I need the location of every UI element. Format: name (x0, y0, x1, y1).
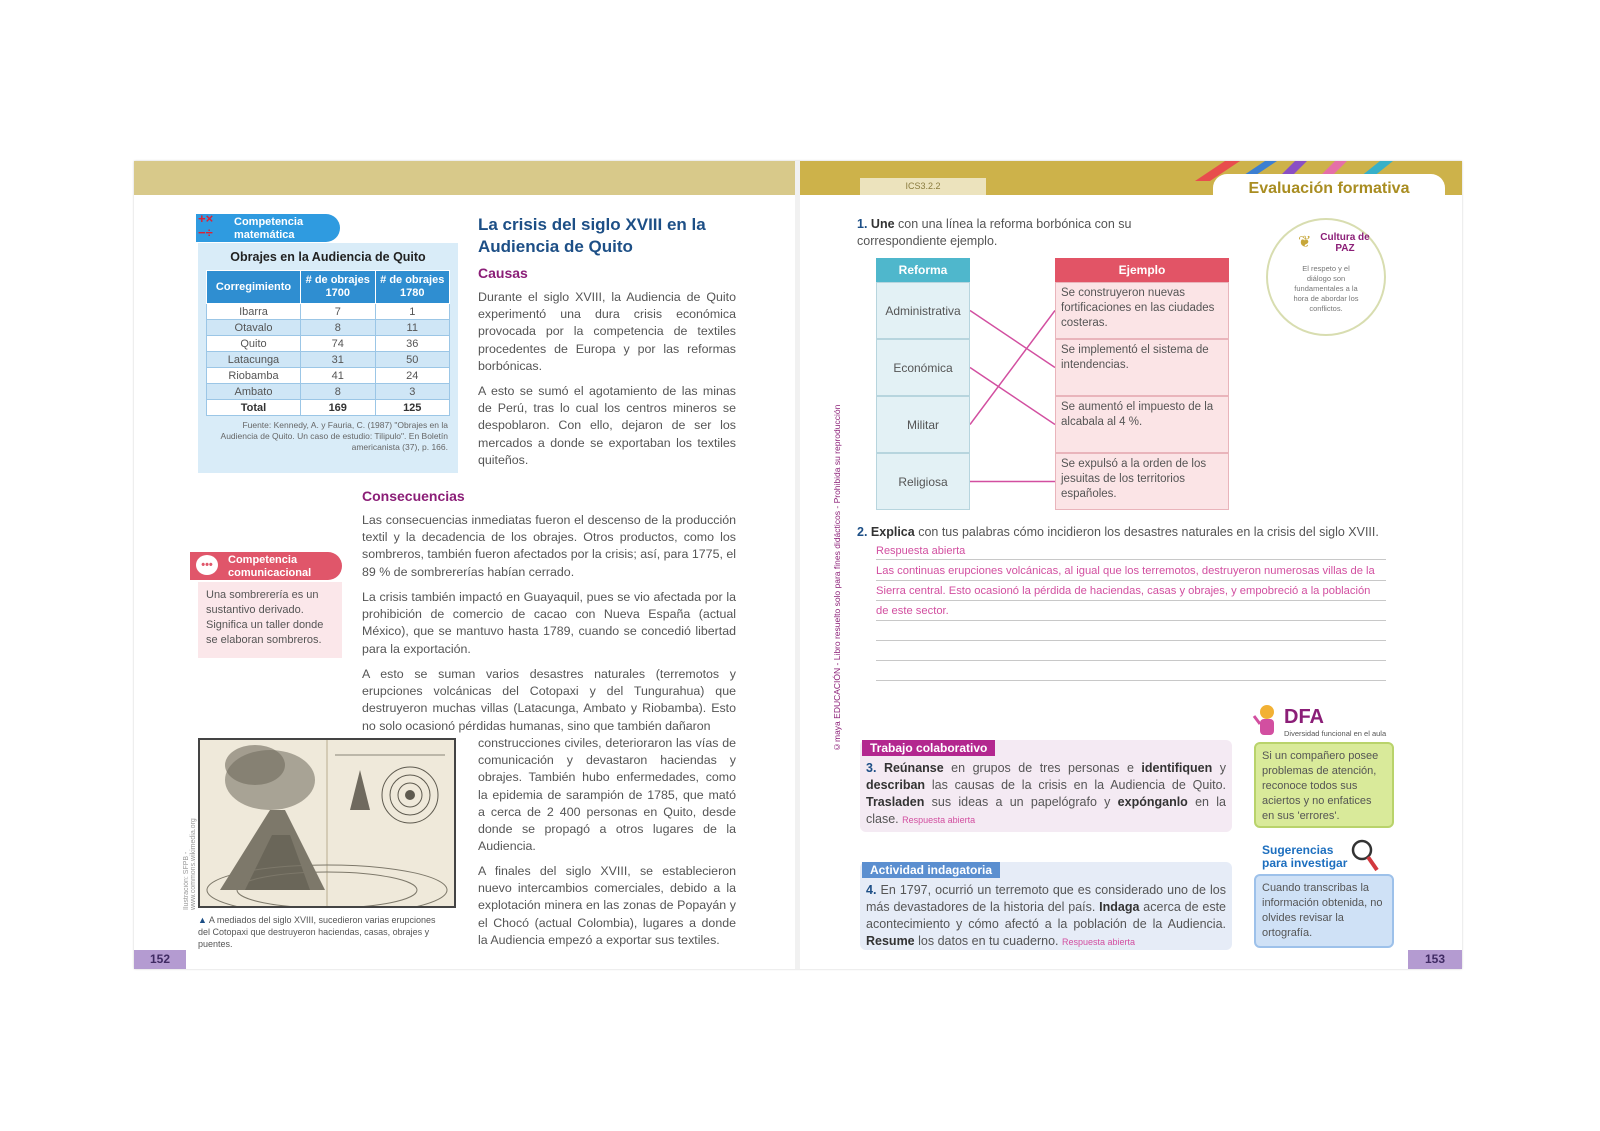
answer-line (876, 640, 1386, 641)
question-text: con tus palabras cómo incidieron los desastres naturales en la crisis del siglo XVIII. (918, 525, 1379, 539)
answer-line (876, 559, 1386, 560)
math-badge-label: Competencia matemática (234, 216, 304, 241)
suggestions-title: Sugerencias para investigar (1262, 843, 1348, 870)
table-cell: Total (207, 400, 301, 416)
table-cell: 3 (375, 384, 450, 400)
cultura-paz-text: El respeto y el diálogo son fundamentales a la hora de abordar los conflictos. (1293, 264, 1359, 313)
reform-cell[interactable]: Religiosa (876, 453, 970, 510)
volcano-illustration (200, 740, 454, 906)
table-cell: 1 (375, 304, 450, 320)
image-credit: Ilustración: SFPB - www.commons.wikimedia.org (183, 818, 197, 910)
example-cell[interactable]: Se expulsó a la orden de los jesuitas de los territorios españoles. (1055, 453, 1229, 510)
consecuencias-paragraph-3a: A esto se suman varios desastres naturales (terremotos y erupciones volcánicas del Cotopaxi y del Tungurahua) que destruyeron muchas villas (Latacunga, Ambato y Riobamba). Esto no solo ocasionó pérdidas humanas, sino que también dañaron (362, 667, 736, 733)
causas-paragraph-2: A esto se sumó el agotamiento de las minas de Perú, tras lo cual los centros mineros se despoblaron. Con ello, dejaron de ser los mercados a donde se exportaban los textiles quiteños. (478, 384, 736, 467)
q3-text: sus ideas a un papelógrafo y (924, 795, 1118, 809)
q3-verb: Reúnanse (883, 761, 944, 775)
question-4 (866, 882, 1226, 951)
answer-line (876, 600, 1386, 601)
q4-text: los datos en tu cuaderno. (914, 934, 1059, 948)
math-operators-icon: +× −÷ (198, 211, 214, 240)
example-cell[interactable]: Se aumentó el impuesto de la alcabala al 4 %. (1055, 396, 1229, 453)
table-cell: Ambato (207, 384, 301, 400)
table-cell: 169 (301, 400, 376, 416)
q4-verb: Indaga (1099, 900, 1140, 914)
page-number-right: 153 (1408, 950, 1462, 969)
cultura-paz-card (1266, 218, 1386, 336)
caret-icon: ▲ (198, 915, 209, 925)
communication-note: Una sombrerería es un sustantivo derivado. Significa un taller donde se elaboran sombreros. (198, 582, 342, 658)
math-competence-badge (196, 211, 340, 242)
q2-answer-tag: Respuesta abierta (876, 545, 966, 557)
research-activity-label: Actividad indagatoria (862, 862, 1000, 878)
magnifier-icon (1350, 838, 1380, 874)
q2-answer-line[interactable]: de este sector. (876, 605, 949, 617)
table-cell: 50 (375, 352, 450, 368)
q3-verb: describan (866, 778, 926, 792)
consecuencias-paragraph-2: La crisis también impactó en Guayaquil, pues se vio afectada por la prohibición de comercio de cacao con Nueva España (actual México), que se mantuvo hasta 1789, cuando se concedió libertad para la exportación. (362, 590, 736, 656)
consecuencias-paragraph-3b: construcciones civiles, deterioraron las vías de comunicación y devastaron haciendas y obrajes. También hubo enfermedades, como la epidemia de sarampión de 1785, que mató a cerca de 2 400 personas en Quito, desde donde se propagó a otros lugares de la Audiencia. (478, 736, 736, 854)
q3-text: en la clase. (866, 795, 1226, 826)
communication-competence-badge (190, 552, 342, 580)
causas-heading: Causas (478, 265, 528, 281)
table-row (207, 320, 450, 336)
dfa-note: Si un compañero posee problemas de atención, reconoce todos sus aciertos y no enfatices en sus 'errores'. (1254, 742, 1394, 828)
cotopaxi-engraving (198, 738, 456, 908)
suggestions-note: Cuando transcribas la información obtenida, no olvides revisar la ortografía. (1254, 874, 1394, 948)
answer-line (876, 580, 1386, 581)
q4-verb: Resume (866, 934, 915, 948)
q3-verb: expónganlo (1117, 795, 1188, 809)
cultura-paz-title: Cultura de PAZ (1320, 232, 1370, 254)
table-cell: Ibarra (207, 304, 301, 320)
table-row (207, 304, 450, 320)
table-cell: 11 (375, 320, 450, 336)
table-cell: 125 (375, 400, 450, 416)
curriculum-code: ICS3.2.2 (860, 178, 986, 195)
vertical-copyright: ©maya EDUCACIÓN - Libro resuelto solo para fines didácticos - Prohibida su reproducción (832, 404, 842, 752)
question-number: 2. (857, 525, 868, 539)
q4-text: acerca de este acontecimiento y cómo afectó a la población de la Audiencia. (866, 900, 1227, 931)
q2-answer-line[interactable]: Sierra central. Esto ocasionó la pérdida de haciendas, casas y obrajes, y empobreció a la población (876, 585, 1371, 597)
obrajes-table (206, 270, 450, 416)
table-cell: 31 (301, 352, 376, 368)
table-cell: Quito (207, 336, 301, 352)
table-cell: Latacunga (207, 352, 301, 368)
image-caption-text: A mediados del siglo XVIII, sucedieron varias erupciones del Cotopaxi que destruyeron haciendas, casas, obrajes y puentes. (198, 915, 436, 949)
reform-cell[interactable]: Administrativa (876, 282, 970, 339)
q3-answer-tag: Respuesta abierta (902, 815, 976, 825)
question-number: 3. (866, 761, 877, 775)
q3-text: y (1212, 761, 1226, 775)
question-text: con una línea la reforma borbónica con su correspondiente ejemplo. (857, 217, 1132, 248)
dfa-title: DFA (1284, 706, 1324, 728)
collaborative-work-label: Trabajo colaborativo (862, 740, 995, 756)
q3-text: en grupos de tres personas e (943, 761, 1142, 775)
table-header: Corregimiento (207, 271, 301, 304)
match-line (970, 368, 1055, 425)
table-cell: 74 (301, 336, 376, 352)
reform-header: Reforma (876, 258, 970, 282)
table-cell: 8 (301, 384, 376, 400)
table-cell: 41 (301, 368, 376, 384)
question-1 (857, 216, 1177, 250)
consecuencias-paragraph-1: Las consecuencias inmediatas fueron el descenso de la producción textil y la decadencia de los obrajes. Otros productos, como los sombreros, también fueron afectados por la crisis; así, para 1775, el 89 % de sombrererías habían cerrado. (362, 513, 736, 579)
comm-badge-label: Competencia comunicacional (228, 554, 312, 579)
table-cell: 8 (301, 320, 376, 336)
table-source: Fuente: Kennedy, A. y Fauria, C. (1987) "Obrajes en la Audiencia de Quito. Un caso de estudio: Tilipulo". En Boletín americanista (37), p. 166. (220, 420, 448, 452)
q2-answer-line[interactable]: Las continuas erupciones volcánicas, al igual que los terremotos, destruyeron numerosas villas de la (876, 565, 1375, 577)
gutter (795, 161, 800, 969)
formative-evaluation-tab: Evaluación formativa (1213, 174, 1445, 202)
table-cell: 36 (375, 336, 450, 352)
table-row (207, 352, 450, 368)
q4-text: En 1797, ocurrió un terremoto que es considerado uno de los más devastadores de la historia del país. (866, 883, 1226, 914)
question-verb: Une (870, 217, 895, 231)
q3-verb: identifiquen (1141, 761, 1213, 775)
table-row (207, 368, 450, 384)
image-caption (198, 914, 438, 950)
page-number-left: 152 (134, 950, 186, 969)
example-header: Ejemplo (1055, 258, 1229, 282)
table-total-row (207, 400, 450, 416)
answer-line (876, 680, 1386, 681)
table-cell: Riobamba (207, 368, 301, 384)
table-cell: Otavalo (207, 320, 301, 336)
answer-line (876, 620, 1386, 621)
reform-cell[interactable]: Militar (876, 396, 970, 453)
q4-answer-tag: Respuesta abierta (1061, 937, 1136, 947)
q3-verb: Trasladen (866, 795, 925, 809)
page-title: La crisis del siglo XVIII en la Audiencia de Quito (478, 215, 706, 256)
q3-text: las causas de la crisis en la Audiencia de Quito. (925, 778, 1226, 792)
question-number: 1. (857, 217, 868, 231)
table-row (207, 384, 450, 400)
question-2 (857, 524, 1397, 541)
consecuencias-heading: Consecuencias (362, 488, 465, 504)
matching-lines (970, 282, 1055, 510)
example-cell[interactable]: Se implementó el sistema de intendencias. (1055, 339, 1229, 396)
question-number: 4. (866, 883, 877, 897)
consecuencias-paragraph-4: A finales del siglo XVIII, se establecieron nuevo intercambios comerciales, debido a la explotación minera en las zonas de Popayán y el Chocó (actual Colombia), lugares a donde la Audiencia empezó a exportar sus textiles. (478, 864, 736, 947)
table-title: Obrajes en la Audiencia de Quito (230, 250, 426, 264)
question-verb: Explica (870, 525, 915, 539)
table-cell: 24 (375, 368, 450, 384)
table-header: # de obrajes 1780 (375, 271, 450, 304)
causas-paragraph-1: Durante el siglo XVIII, la Audiencia de Quito experimentó una dura crisis económica provocada por la competencia de textiles procedentes de Europa y por las reformas borbónicas. (478, 290, 736, 373)
table-cell: 7 (301, 304, 376, 320)
table-row (207, 336, 450, 352)
dfa-subtitle: Diversidad funcional en el aula (1284, 729, 1387, 738)
speech-bubble-icon: ••• (196, 555, 218, 575)
question-3 (866, 760, 1226, 829)
match-line (970, 311, 1055, 368)
example-cell[interactable]: Se construyeron nuevas fortificaciones en las ciudades costeras. (1055, 282, 1229, 339)
match-line (970, 311, 1055, 425)
answer-line (876, 660, 1386, 661)
left-header-band (134, 161, 795, 195)
obrajes-table-card (198, 243, 458, 473)
student-icon (1252, 704, 1282, 740)
reform-cell[interactable]: Económica (876, 339, 970, 396)
table-header: # de obrajes 1700 (301, 271, 376, 304)
dove-icon: ❦ (1298, 234, 1312, 251)
